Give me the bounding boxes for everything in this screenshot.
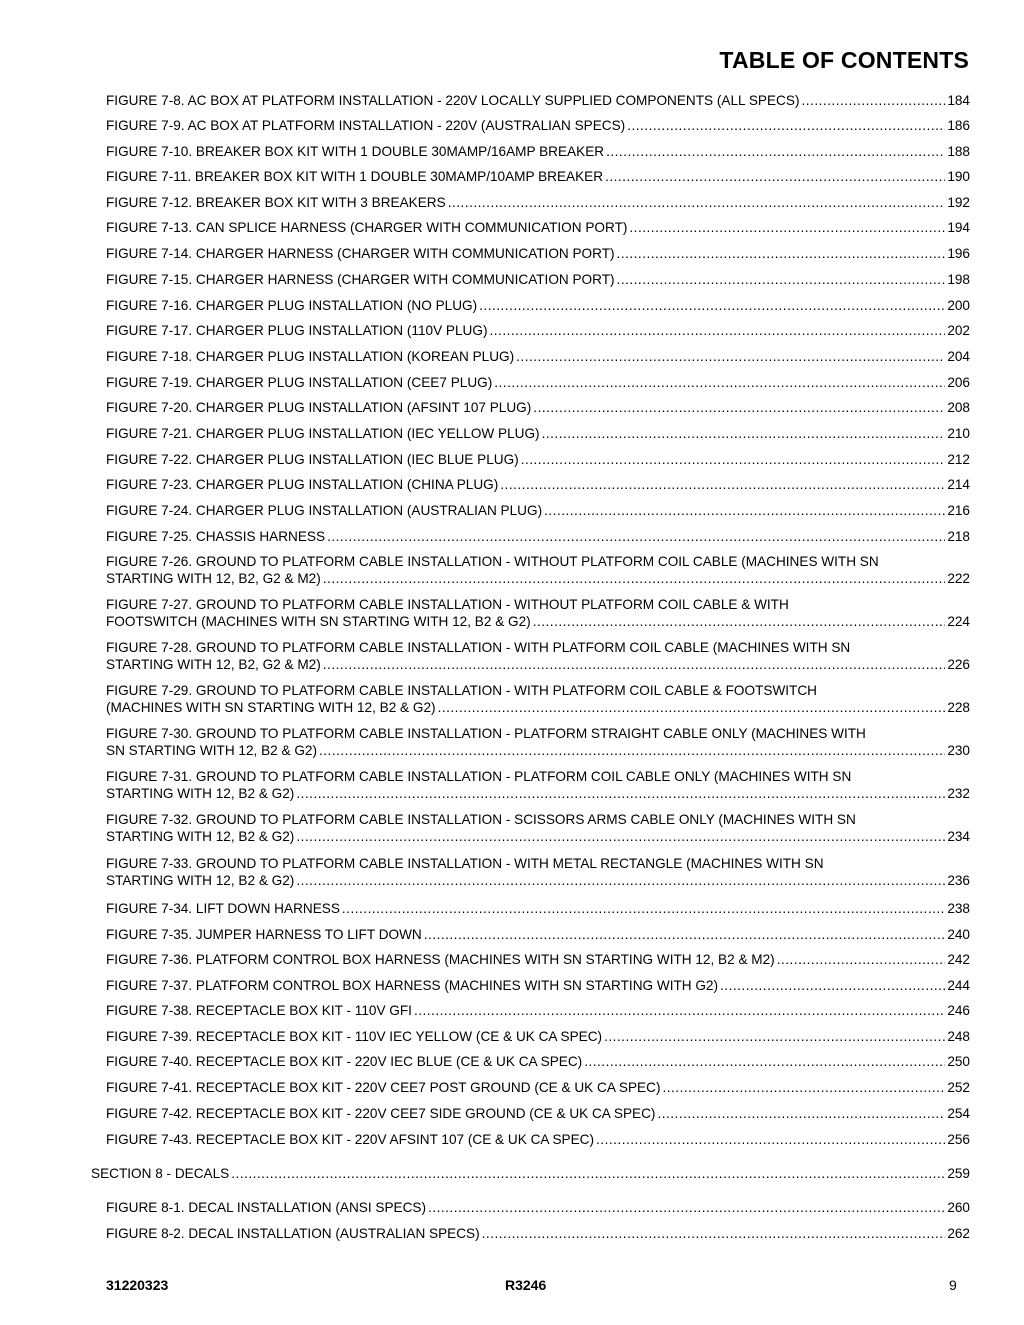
toc-entry-title: FIGURE 7-17. CHARGER PLUG INSTALLATION (110V PLUG) bbox=[106, 323, 488, 338]
toc-entry-title: FIGURE 7-10. BREAKER BOX KIT WITH 1 DOUBLE 30MAMP/16AMP BREAKER bbox=[106, 144, 605, 159]
dot-leader bbox=[296, 785, 945, 802]
toc-figure-entry[interactable] bbox=[106, 399, 970, 416]
toc-figure-entry[interactable] bbox=[106, 194, 970, 211]
toc-figure-entry[interactable] bbox=[106, 951, 970, 968]
toc-entry-title: FIGURE 7-22. CHARGER PLUG INSTALLATION (IEC BLUE PLUG) bbox=[106, 452, 519, 467]
toc-entry-page: 224 bbox=[947, 614, 970, 629]
toc-entry-title: STARTING WITH 12, B2, G2 & M2) bbox=[106, 657, 321, 672]
page-number: 9 bbox=[949, 1277, 957, 1293]
toc-figure-entry[interactable] bbox=[106, 1028, 970, 1045]
revision-code: R3246 bbox=[505, 1277, 547, 1293]
toc-figure-entry[interactable] bbox=[106, 1079, 970, 1096]
toc-entry-title: FIGURE 7-14. CHARGER HARNESS (CHARGER WITH COMMUNICATION PORT) bbox=[106, 246, 615, 261]
dot-leader bbox=[801, 92, 945, 109]
dot-leader bbox=[605, 168, 945, 185]
toc-entry-page: 212 bbox=[947, 452, 970, 467]
toc-figure-entry[interactable] bbox=[106, 451, 970, 468]
toc-figure-entry[interactable] bbox=[106, 900, 970, 917]
toc-entry-title-line: FIGURE 7-26. GROUND TO PLATFORM CABLE INSTALLATION - WITHOUT PLATFORM COIL CABLE (MACHINES WITH SN bbox=[106, 554, 879, 569]
toc-figure-entry[interactable] bbox=[106, 639, 970, 673]
dot-leader bbox=[604, 1028, 945, 1045]
toc-entry-page: 250 bbox=[947, 1054, 970, 1069]
dot-leader bbox=[414, 1002, 945, 1019]
toc-entry-title: FIGURE 7-35. JUMPER HARNESS TO LIFT DOWN bbox=[106, 927, 422, 942]
dot-leader bbox=[296, 872, 945, 889]
toc-entry-title: FIGURE 7-16. CHARGER PLUG INSTALLATION (NO PLUG) bbox=[106, 298, 478, 313]
toc-entry-title: FIGURE 7-12. BREAKER BOX KIT WITH 3 BREAKERS bbox=[106, 195, 446, 210]
dot-leader bbox=[323, 570, 946, 587]
toc-entry-page: 252 bbox=[947, 1080, 970, 1095]
toc-figure-entry[interactable] bbox=[106, 348, 970, 365]
dot-leader bbox=[494, 374, 945, 391]
toc-entry-title: FIGURE 7-39. RECEPTACLE BOX KIT - 110V IEC YELLOW (CE & UK CA SPEC) bbox=[106, 1029, 603, 1044]
toc-figure-entry[interactable] bbox=[106, 425, 970, 442]
toc-figure-entry[interactable] bbox=[106, 725, 970, 759]
toc-entry-title: STARTING WITH 12, B2 & G2) bbox=[106, 786, 295, 801]
toc-entry-title-line: FIGURE 7-32. GROUND TO PLATFORM CABLE INSTALLATION - SCISSORS ARMS CABLE ONLY (MACHINES WITH SN bbox=[106, 812, 856, 827]
dot-leader bbox=[606, 143, 945, 160]
toc-figure-entry[interactable] bbox=[106, 811, 970, 845]
toc-figure-entry[interactable] bbox=[106, 476, 970, 493]
toc-entry-title: FIGURE 7-20. CHARGER PLUG INSTALLATION (AFSINT 107 PLUG) bbox=[106, 400, 532, 415]
toc-section-entry[interactable] bbox=[91, 1165, 970, 1182]
toc-entry-page: 216 bbox=[947, 503, 970, 518]
dot-leader bbox=[323, 656, 946, 673]
toc-entry-page: 246 bbox=[947, 1003, 970, 1018]
toc-figure-entry[interactable] bbox=[106, 117, 970, 134]
toc-figure-entry[interactable] bbox=[106, 1105, 970, 1122]
toc-entry-title: FIGURE 7-36. PLATFORM CONTROL BOX HARNESS (MACHINES WITH SN STARTING WITH 12, B2 & M2) bbox=[106, 952, 775, 967]
toc-figure-entry[interactable] bbox=[106, 1002, 970, 1019]
dot-leader bbox=[596, 1131, 945, 1148]
toc-entry-page: 186 bbox=[947, 118, 970, 133]
toc-entry-title: FIGURE 7-11. BREAKER BOX KIT WITH 1 DOUBLE 30MAMP/10AMP BREAKER bbox=[106, 169, 604, 184]
toc-entry-title: SN STARTING WITH 12, B2 & G2) bbox=[106, 743, 317, 758]
toc-entry-page: 208 bbox=[947, 400, 970, 415]
dot-leader bbox=[662, 1079, 945, 1096]
dot-leader bbox=[617, 245, 946, 262]
dot-leader bbox=[482, 1225, 946, 1242]
toc-entry-page: 218 bbox=[947, 529, 970, 544]
toc-figure-entry[interactable] bbox=[106, 1225, 970, 1242]
toc-entry-page: 200 bbox=[947, 298, 970, 313]
dot-leader bbox=[428, 1199, 945, 1216]
toc-entry-title: FIGURE 7-34. LIFT DOWN HARNESS bbox=[106, 901, 340, 916]
toc-entry-title: FIGURE 7-18. CHARGER PLUG INSTALLATION (KOREAN PLUG) bbox=[106, 349, 515, 364]
dot-leader bbox=[479, 297, 945, 314]
toc-entry-title-line: FIGURE 7-27. GROUND TO PLATFORM CABLE INSTALLATION - WITHOUT PLATFORM COIL CABLE & WITH bbox=[106, 597, 789, 612]
dot-leader bbox=[544, 502, 945, 519]
toc-entry-page: 196 bbox=[947, 246, 970, 261]
toc-entry-title: FIGURE 7-8. AC BOX AT PLATFORM INSTALLATION - 220V LOCALLY SUPPLIED COMPONENTS (ALL SPECS) bbox=[106, 93, 800, 108]
dot-leader bbox=[617, 271, 946, 288]
dot-leader bbox=[533, 399, 945, 416]
toc-entry-title: STARTING WITH 12, B2 & G2) bbox=[106, 873, 295, 888]
toc-entry-title: FIGURE 7-21. CHARGER PLUG INSTALLATION (IEC YELLOW PLUG) bbox=[106, 426, 540, 441]
toc-entry-title: FOOTSWITCH (MACHINES WITH SN STARTING WITH 12, B2 & G2) bbox=[106, 614, 531, 629]
toc-entry-page: 190 bbox=[947, 169, 970, 184]
toc-figure-entry[interactable] bbox=[106, 768, 970, 802]
toc-figure-entry[interactable] bbox=[106, 528, 970, 545]
toc-entry-page: 244 bbox=[947, 978, 970, 993]
toc-entry-title: FIGURE 7-25. CHASSIS HARNESS bbox=[106, 529, 326, 544]
toc-entry-page: 242 bbox=[947, 952, 970, 967]
toc-figure-entry[interactable] bbox=[106, 553, 970, 587]
dot-leader bbox=[516, 348, 945, 365]
dot-leader bbox=[438, 699, 946, 716]
toc-entry-title: FIGURE 7-38. RECEPTACLE BOX KIT - 110V GFI bbox=[106, 1003, 412, 1018]
toc-entry-page: 248 bbox=[947, 1029, 970, 1044]
toc-entry-title: FIGURE 7-23. CHARGER PLUG INSTALLATION (CHINA PLUG) bbox=[106, 477, 499, 492]
toc-entry-title: SECTION 8 - DECALS bbox=[91, 1166, 230, 1181]
dot-leader bbox=[542, 425, 946, 442]
dot-leader bbox=[777, 951, 946, 968]
dot-leader bbox=[720, 977, 945, 994]
toc-figure-entry[interactable] bbox=[106, 297, 970, 314]
toc-entry-title-line: FIGURE 7-28. GROUND TO PLATFORM CABLE INSTALLATION - WITH PLATFORM COIL CABLE (MACHINES WITH SN bbox=[106, 640, 851, 655]
dot-leader bbox=[342, 900, 945, 917]
toc-entry-page: 188 bbox=[947, 144, 970, 159]
dot-leader bbox=[448, 194, 946, 211]
toc-figure-entry[interactable] bbox=[106, 855, 970, 889]
toc-entry-page: 202 bbox=[947, 323, 970, 338]
toc-entry-title: FIGURE 7-19. CHARGER PLUG INSTALLATION (CEE7 PLUG) bbox=[106, 375, 493, 390]
dot-leader bbox=[319, 742, 945, 759]
toc-entry-title: STARTING WITH 12, B2 & G2) bbox=[106, 829, 295, 844]
toc-entry-page: 222 bbox=[947, 571, 970, 586]
toc-entry-title: FIGURE 7-9. AC BOX AT PLATFORM INSTALLATION - 220V (AUSTRALIAN SPECS) bbox=[106, 118, 626, 133]
toc-entry-page: 204 bbox=[947, 349, 970, 364]
toc-figure-entry[interactable] bbox=[106, 92, 970, 109]
toc-entry-page: 238 bbox=[947, 901, 970, 916]
toc-entry-title-line: FIGURE 7-29. GROUND TO PLATFORM CABLE INSTALLATION - WITH PLATFORM COIL CABLE & FOOTSWITCH bbox=[106, 683, 817, 698]
toc-entry-page: 234 bbox=[947, 829, 970, 844]
dot-leader bbox=[629, 219, 945, 236]
toc-figure-entry[interactable] bbox=[106, 143, 970, 160]
toc-entry-title: FIGURE 7-15. CHARGER HARNESS (CHARGER WITH COMMUNICATION PORT) bbox=[106, 272, 615, 287]
toc-figure-entry[interactable] bbox=[106, 219, 970, 236]
toc-entry-page: 228 bbox=[947, 700, 970, 715]
toc-figure-entry[interactable] bbox=[106, 682, 970, 716]
toc-entry-page: 230 bbox=[947, 743, 970, 758]
toc-entry-title: FIGURE 7-37. PLATFORM CONTROL BOX HARNESS (MACHINES WITH SN STARTING WITH G2) bbox=[106, 978, 719, 993]
toc-entry-page: 214 bbox=[947, 477, 970, 492]
toc-entry-page: 206 bbox=[947, 375, 970, 390]
toc-entry-page: 236 bbox=[947, 873, 970, 888]
toc-figure-entry[interactable] bbox=[106, 374, 970, 391]
toc-entry-page: 194 bbox=[947, 220, 970, 235]
toc-figure-entry[interactable] bbox=[106, 926, 970, 943]
toc-entry-title-line: FIGURE 7-33. GROUND TO PLATFORM CABLE INSTALLATION - WITH METAL RECTANGLE (MACHINES WITH SN bbox=[106, 856, 824, 871]
dot-leader bbox=[521, 451, 946, 468]
toc-entry-title: FIGURE 7-24. CHARGER PLUG INSTALLATION (AUSTRALIAN PLUG) bbox=[106, 503, 543, 518]
toc-figure-entry[interactable] bbox=[106, 1131, 970, 1148]
toc-entry-title: FIGURE 8-2. DECAL INSTALLATION (AUSTRALIAN SPECS) bbox=[106, 1226, 480, 1241]
toc-figure-entry[interactable] bbox=[106, 322, 970, 339]
toc-entry-title: FIGURE 7-13. CAN SPLICE HARNESS (CHARGER WITH COMMUNICATION PORT) bbox=[106, 220, 628, 235]
toc-entry-page: 184 bbox=[947, 93, 970, 108]
dot-leader bbox=[489, 322, 945, 339]
toc-figure-entry[interactable] bbox=[106, 271, 970, 288]
toc-figure-entry[interactable] bbox=[106, 168, 970, 185]
toc-entry-title: FIGURE 7-43. RECEPTACLE BOX KIT - 220V AFSINT 107 (CE & UK CA SPEC) bbox=[106, 1132, 595, 1147]
toc-entry-title: FIGURE 7-42. RECEPTACLE BOX KIT - 220V CEE7 SIDE GROUND (CE & UK CA SPEC) bbox=[106, 1106, 656, 1121]
toc-entry-page: 198 bbox=[947, 272, 970, 287]
toc-entry-page: 254 bbox=[947, 1106, 970, 1121]
toc-entry-page: 240 bbox=[947, 927, 970, 942]
page-title: TABLE OF CONTENTS bbox=[719, 47, 969, 73]
dot-leader bbox=[296, 828, 945, 845]
dot-leader bbox=[533, 613, 946, 630]
dot-leader bbox=[584, 1053, 945, 1070]
toc-entry-title: FIGURE 8-1. DECAL INSTALLATION (ANSI SPECS) bbox=[106, 1200, 427, 1215]
toc-entry-page: 210 bbox=[947, 426, 970, 441]
toc-entry-page: 259 bbox=[947, 1166, 970, 1181]
toc-figure-entry[interactable] bbox=[106, 596, 970, 630]
dot-leader bbox=[327, 528, 945, 545]
toc-entry-title: STARTING WITH 12, B2, G2 & M2) bbox=[106, 571, 321, 586]
toc-entry-title-line: FIGURE 7-30. GROUND TO PLATFORM CABLE INSTALLATION - PLATFORM STRAIGHT CABLE ONLY (MACHINES WITH bbox=[106, 726, 866, 741]
toc-entry-page: 232 bbox=[947, 786, 970, 801]
dot-leader bbox=[424, 926, 946, 943]
toc-entry-page: 262 bbox=[947, 1226, 970, 1241]
toc-entry-page: 256 bbox=[947, 1132, 970, 1147]
toc-figure-entry[interactable] bbox=[106, 977, 970, 994]
toc-entry-title-line: FIGURE 7-31. GROUND TO PLATFORM CABLE INSTALLATION - PLATFORM COIL CABLE ONLY (MACHINES WITH SN bbox=[106, 769, 852, 784]
toc-figure-entry[interactable] bbox=[106, 1053, 970, 1070]
dot-leader bbox=[627, 117, 945, 134]
toc-entry-page: 192 bbox=[947, 195, 970, 210]
dot-leader bbox=[500, 476, 945, 493]
dot-leader bbox=[657, 1105, 945, 1122]
toc-entry-title: FIGURE 7-41. RECEPTACLE BOX KIT - 220V CEE7 POST GROUND (CE & UK CA SPEC) bbox=[106, 1080, 661, 1095]
document-number: 31220323 bbox=[106, 1277, 169, 1293]
toc-entry-page: 226 bbox=[947, 657, 970, 672]
dot-leader bbox=[231, 1165, 945, 1182]
toc-figure-entry[interactable] bbox=[106, 502, 970, 519]
toc-entry-title: (MACHINES WITH SN STARTING WITH 12, B2 & G2) bbox=[106, 700, 436, 715]
toc-entry-title: FIGURE 7-40. RECEPTACLE BOX KIT - 220V IEC BLUE (CE & UK CA SPEC) bbox=[106, 1054, 583, 1069]
toc-figure-entry[interactable] bbox=[106, 245, 970, 262]
toc-figure-entry[interactable] bbox=[106, 1199, 970, 1216]
toc-entry-page: 260 bbox=[947, 1200, 970, 1215]
